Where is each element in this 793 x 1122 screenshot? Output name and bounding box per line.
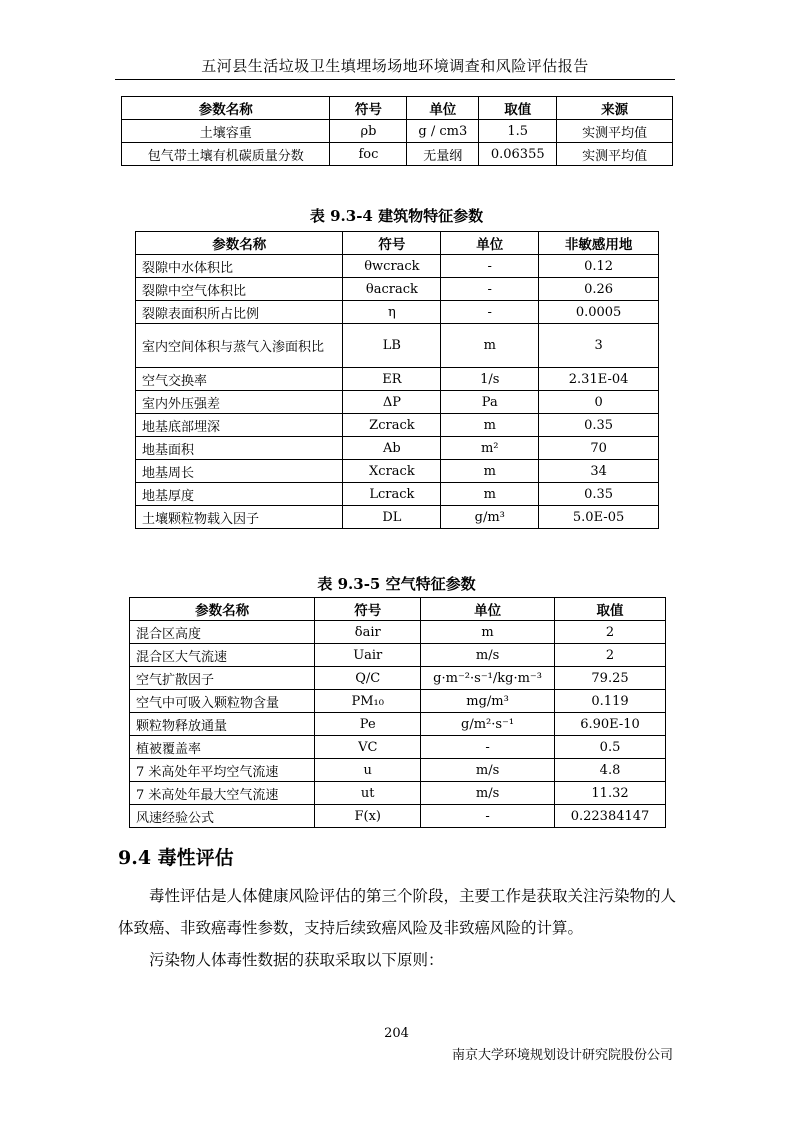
table-cell: 2.31E-04 xyxy=(539,368,659,391)
table-cell: g·m⁻²·s⁻¹/kg·m⁻³ xyxy=(421,667,555,690)
table-cell: g/m³ xyxy=(441,506,539,529)
column-header: 参数名称 xyxy=(130,598,315,621)
table-row xyxy=(136,301,659,324)
table-cell: Pa xyxy=(441,391,539,414)
column-header: 参数名称 xyxy=(136,232,343,255)
table-cell: Ab xyxy=(343,437,441,460)
table-row xyxy=(136,460,659,483)
footer-org: 南京大学环境规划设计研究院股份公司 xyxy=(451,1048,673,1063)
column-header: 取值 xyxy=(555,598,666,621)
table-cell: 3 xyxy=(539,324,659,368)
page-number: 204 xyxy=(384,1026,409,1041)
table-row xyxy=(130,805,666,828)
column-header: 单位 xyxy=(407,97,479,120)
page-header: 五河县生活垃圾卫生填埋场场地环境调查和风险评估报告 xyxy=(201,57,589,75)
air-parameters-table xyxy=(129,597,666,828)
table-row xyxy=(136,255,659,278)
column-header: 非敏感用地 xyxy=(539,232,659,255)
table-cell: 4.8 xyxy=(555,759,666,782)
table-cell: 0.35 xyxy=(539,414,659,437)
table-cell: 空气扩散因子 xyxy=(130,667,315,690)
table-cell: 6.90E-10 xyxy=(555,713,666,736)
column-header: 来源 xyxy=(557,97,673,120)
table-row xyxy=(130,667,666,690)
table-cell: 裂隙中空气体积比 xyxy=(136,278,343,301)
table-cell: 裂隙中水体积比 xyxy=(136,255,343,278)
header-rule xyxy=(115,79,675,80)
table-row xyxy=(136,324,659,368)
table-row xyxy=(136,368,659,391)
table-row xyxy=(136,414,659,437)
table-cell: - xyxy=(441,278,539,301)
table-row xyxy=(130,621,666,644)
table-cell: δair xyxy=(315,621,421,644)
table-cell: m/s xyxy=(421,644,555,667)
table-cell: 颗粒物释放通量 xyxy=(130,713,315,736)
table-row xyxy=(136,483,659,506)
table-cell: PM₁₀ xyxy=(315,690,421,713)
table-row xyxy=(136,506,659,529)
table-cell: 风速经验公式 xyxy=(130,805,315,828)
table-cell: - xyxy=(421,805,555,828)
paragraph-1: 毒性评估是人体健康风险评估的第三个阶段，主要工作是获取关注污染物的人体致癌、非致癌毒性参数，支持后续致癌风险及非致癌风险的计算。 xyxy=(118,887,677,937)
table-cell: 2 xyxy=(555,621,666,644)
table-cell: 地基面积 xyxy=(136,437,343,460)
table-cell: g/m²·s⁻¹ xyxy=(421,713,555,736)
table-cell: 0.26 xyxy=(539,278,659,301)
soil-parameters-table xyxy=(121,96,673,166)
table-cell: DL xyxy=(343,506,441,529)
table-cell: 0 xyxy=(539,391,659,414)
table-cell: 1/s xyxy=(441,368,539,391)
table-header-row xyxy=(136,232,659,255)
table-row xyxy=(130,736,666,759)
column-header: 单位 xyxy=(441,232,539,255)
table-cell: LB xyxy=(343,324,441,368)
table-row xyxy=(136,278,659,301)
table-cell: F(x) xyxy=(315,805,421,828)
table-cell: ER xyxy=(343,368,441,391)
table-row xyxy=(130,690,666,713)
table-cell: 11.32 xyxy=(555,782,666,805)
table-cell: 空气中可吸入颗粒物含量 xyxy=(130,690,315,713)
table-cell: m/s xyxy=(421,759,555,782)
table-cell: 0.5 xyxy=(555,736,666,759)
table-cell: 室内外压强差 xyxy=(136,391,343,414)
column-header: 符号 xyxy=(315,598,421,621)
table-cell: - xyxy=(441,301,539,324)
table-header-row xyxy=(122,97,673,120)
table-cell: Zcrack xyxy=(343,414,441,437)
table-row xyxy=(130,644,666,667)
table-caption-building: 表 9.3-4 建筑物特征参数 xyxy=(309,207,484,225)
table-cell: m² xyxy=(441,437,539,460)
table-row xyxy=(130,713,666,736)
table-cell: m xyxy=(441,483,539,506)
column-header: 单位 xyxy=(421,598,555,621)
table-cell: 34 xyxy=(539,460,659,483)
column-header: 参数名称 xyxy=(122,97,330,120)
column-header: 符号 xyxy=(343,232,441,255)
table-cell: 7 米高处年平均空气流速 xyxy=(130,759,315,782)
table-cell: Lcrack xyxy=(343,483,441,506)
table-cell: m xyxy=(421,621,555,644)
table-cell: 实测平均值 xyxy=(557,120,673,143)
table-cell: 无量纲 xyxy=(407,143,479,166)
table-cell: 混合区大气流速 xyxy=(130,644,315,667)
table-cell: 79.25 xyxy=(555,667,666,690)
table-cell: ΔP xyxy=(343,391,441,414)
table-cell: θacrack xyxy=(343,278,441,301)
table-cell: 0.0005 xyxy=(539,301,659,324)
building-parameters-table xyxy=(135,231,659,529)
table-cell: 0.06355 xyxy=(479,143,557,166)
table-row xyxy=(130,759,666,782)
table-row xyxy=(122,143,673,166)
table-cell: Pe xyxy=(315,713,421,736)
table-row xyxy=(122,120,673,143)
table-cell: VC xyxy=(315,736,421,759)
table-cell: Q/C xyxy=(315,667,421,690)
table-cell: 地基底部埋深 xyxy=(136,414,343,437)
table-cell: mg/m³ xyxy=(421,690,555,713)
table-cell: 0.12 xyxy=(539,255,659,278)
column-header: 取值 xyxy=(479,97,557,120)
table-cell: m xyxy=(441,324,539,368)
table-cell: 0.22384147 xyxy=(555,805,666,828)
table-cell: 0.35 xyxy=(539,483,659,506)
table-cell: ρb xyxy=(330,120,407,143)
table-cell: 空气交换率 xyxy=(136,368,343,391)
column-header: 符号 xyxy=(330,97,407,120)
table-cell: ut xyxy=(315,782,421,805)
table-cell: 裂隙表面积所占比例 xyxy=(136,301,343,324)
table-cell: - xyxy=(421,736,555,759)
paragraph-2: 污染物人体毒性数据的获取采取以下原则： xyxy=(149,951,444,969)
table-cell: m xyxy=(441,460,539,483)
table-cell: 0.119 xyxy=(555,690,666,713)
table-cell: Uair xyxy=(315,644,421,667)
table-cell: m/s xyxy=(421,782,555,805)
section-title: 9.4 毒性评估 xyxy=(118,847,234,869)
table-cell: 混合区高度 xyxy=(130,621,315,644)
table-cell: 包气带土壤有机碳质量分数 xyxy=(122,143,330,166)
table-cell: 1.5 xyxy=(479,120,557,143)
table-cell: 室内空间体积与蒸气入渗面积比 xyxy=(136,324,343,368)
table-row xyxy=(136,437,659,460)
table-cell: m xyxy=(441,414,539,437)
table-cell: 实测平均值 xyxy=(557,143,673,166)
table-cell: 地基厚度 xyxy=(136,483,343,506)
table-cell: η xyxy=(343,301,441,324)
table-cell: 土壤容重 xyxy=(122,120,330,143)
table-cell: 土壤颗粒物载入因子 xyxy=(136,506,343,529)
table-cell: 7 米高处年最大空气流速 xyxy=(130,782,315,805)
table-header-row xyxy=(130,598,666,621)
table-cell: 2 xyxy=(555,644,666,667)
table-cell: 5.0E-05 xyxy=(539,506,659,529)
table-caption-air: 表 9.3-5 空气特征参数 xyxy=(317,575,476,593)
table-cell: 植被覆盖率 xyxy=(130,736,315,759)
table-row xyxy=(136,391,659,414)
table-cell: 地基周长 xyxy=(136,460,343,483)
table-cell: - xyxy=(441,255,539,278)
table-cell: g / cm3 xyxy=(407,120,479,143)
table-cell: θwcrack xyxy=(343,255,441,278)
table-cell: u xyxy=(315,759,421,782)
table-row xyxy=(130,782,666,805)
table-cell: foc xyxy=(330,143,407,166)
table-cell: 70 xyxy=(539,437,659,460)
table-cell: Xcrack xyxy=(343,460,441,483)
